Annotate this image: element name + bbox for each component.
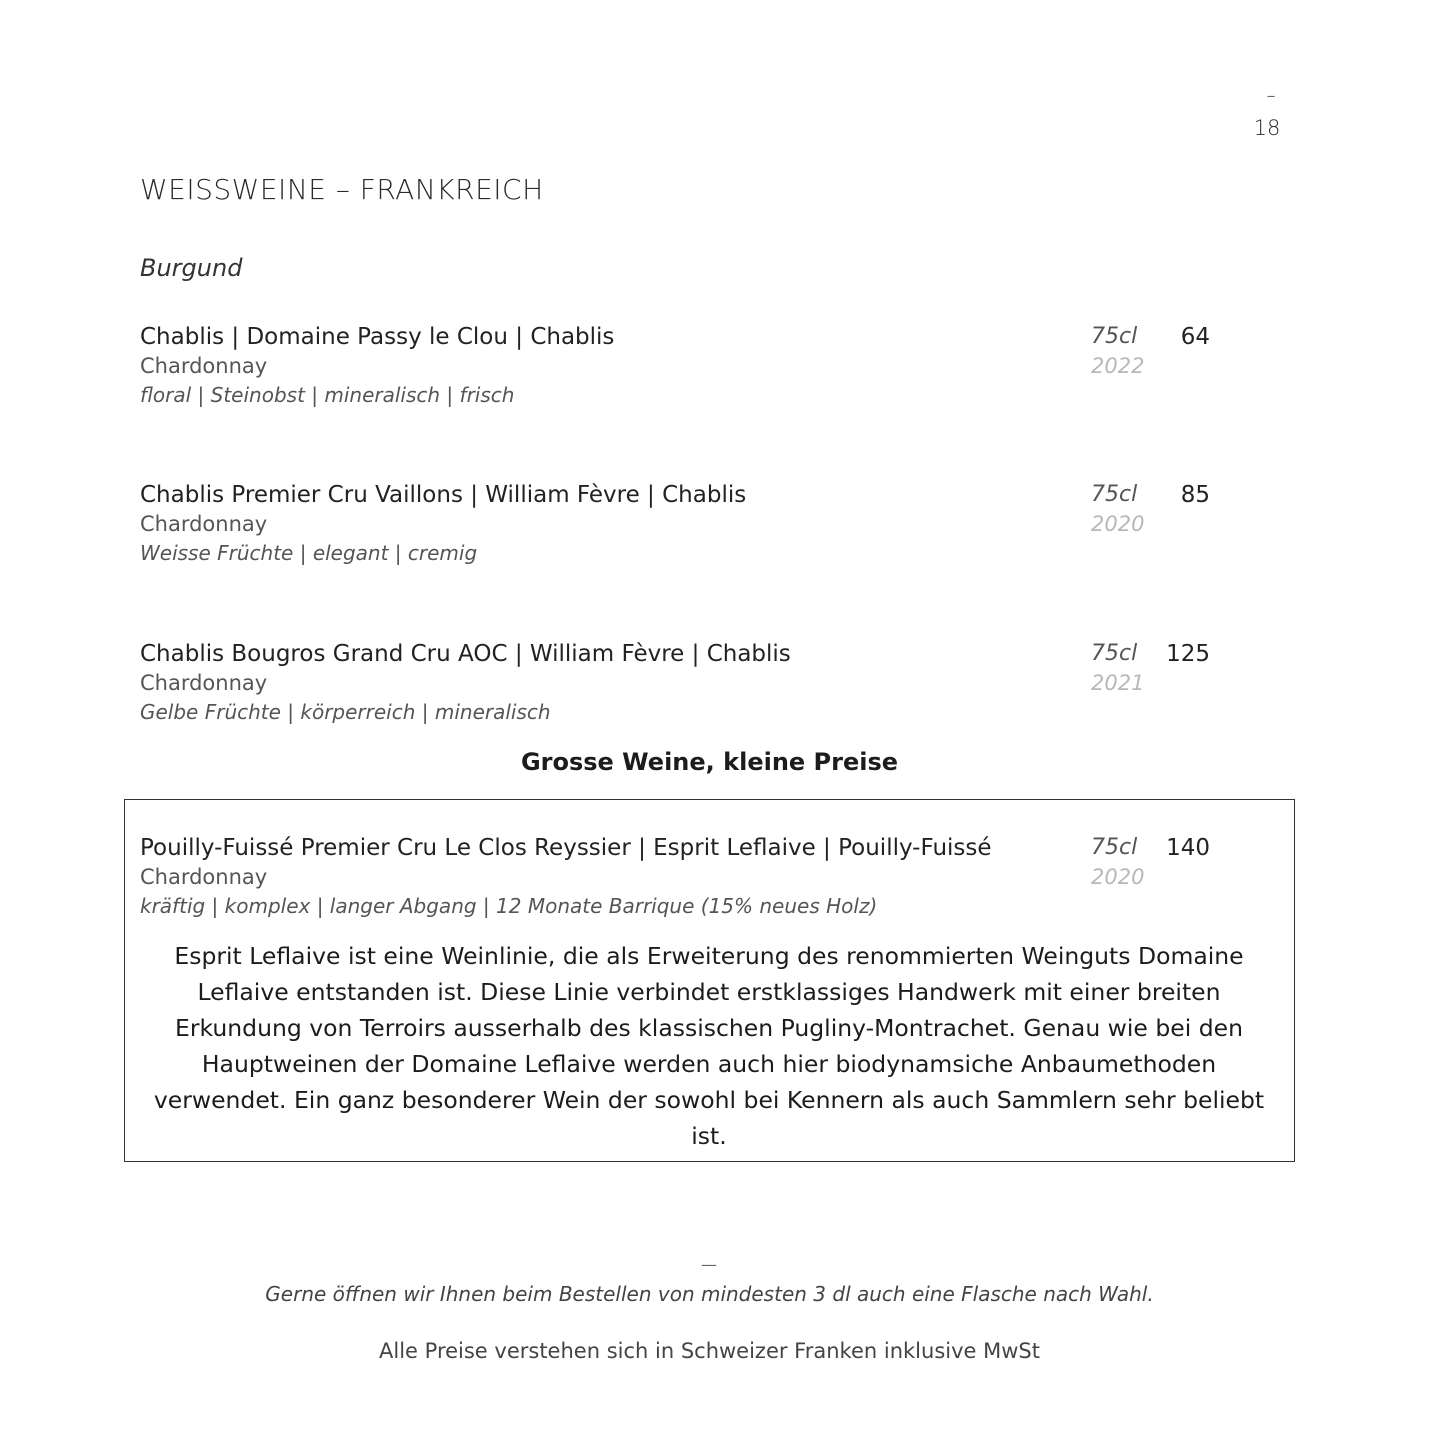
wine-bottle-size: 75cl (1091, 324, 1138, 349)
wine-tasting-notes: floral | Steinobst | mineralisch | frisch (140, 383, 515, 407)
wine-tasting-notes: kräftig | komplex | langer Abgang | 12 Monate Barrique (15% neues Holz) (140, 894, 878, 918)
wine-vintage: 2021 (1091, 671, 1145, 695)
wine-name: Chablis Premier Cru Vaillons | William Fèvre | Chablis (140, 482, 747, 508)
wine-bottle-size: 75cl (1091, 641, 1138, 666)
page-number: 18 (1253, 116, 1281, 140)
footer-price-note: Alle Preise verstehen sich in Schweizer Franken inklusive MwSt (379, 1339, 1040, 1363)
section-title: WEISSWEINE – FRANKREICH (140, 173, 544, 206)
wine-tasting-notes: Gelbe Früchte | körperreich | mineralisch (140, 700, 551, 724)
wine-entry (140, 639, 1220, 729)
promo-wine-entry (140, 833, 1220, 923)
region-heading: Burgund (140, 254, 243, 282)
wine-entry (140, 480, 1220, 570)
wine-price: 140 (1166, 835, 1210, 861)
wine-vintage: 2020 (1091, 512, 1145, 536)
wine-price: 64 (1180, 324, 1210, 350)
promo-heading: Grosse Weine, kleine Preise (520, 748, 899, 776)
wine-name: Chablis Bougros Grand Cru AOC | William Fèvre | Chablis (140, 641, 791, 667)
wine-grape: Chardonnay (140, 865, 268, 889)
wine-grape: Chardonnay (140, 354, 268, 378)
footer-divider: — (701, 1255, 717, 1274)
wine-entry (140, 322, 1220, 412)
wine-vintage: 2022 (1091, 354, 1145, 378)
wine-price: 85 (1180, 482, 1210, 508)
promo-description: Esprit Leflaive ist eine Weinlinie, die als Erweiterung des renommierten Weinguts Domaine Leflaive entstanden ist. Diese Linie verbindet erstklassiges Handwerk mit einer breiten Erkundung von Terroirs ausserhalb des klassischen Pugliny-Montrachet. Genau wie bei den Hauptweinen der Domaine Leflaive werden auch hier biodynamsiche Anbaumethoden verwendet. Ein ganz besonderer Wein der sowohl bei Kennern als auch Sammlern sehr beliebt ist. (153, 942, 1265, 1150)
wine-name: Chablis | Domaine Passy le Clou | Chablis (140, 324, 615, 350)
wine-vintage: 2020 (1091, 865, 1145, 889)
wine-name: Pouilly-Fuissé Premier Cru Le Clos Reyssier | Esprit Leflaive | Pouilly-Fuissé (140, 835, 992, 861)
wine-grape: Chardonnay (140, 512, 268, 536)
wine-grape: Chardonnay (140, 671, 268, 695)
page-number-dash: – (1266, 85, 1276, 106)
footer-note: Gerne öffnen wir Ihnen beim Bestellen von mindesten 3 dl auch eine Flasche nach Wahl. (265, 1282, 1154, 1306)
wine-tasting-notes: Weisse Früchte | elegant | cremig (140, 541, 478, 565)
wine-price: 125 (1166, 641, 1210, 667)
wine-bottle-size: 75cl (1091, 482, 1138, 507)
wine-bottle-size: 75cl (1091, 835, 1138, 860)
